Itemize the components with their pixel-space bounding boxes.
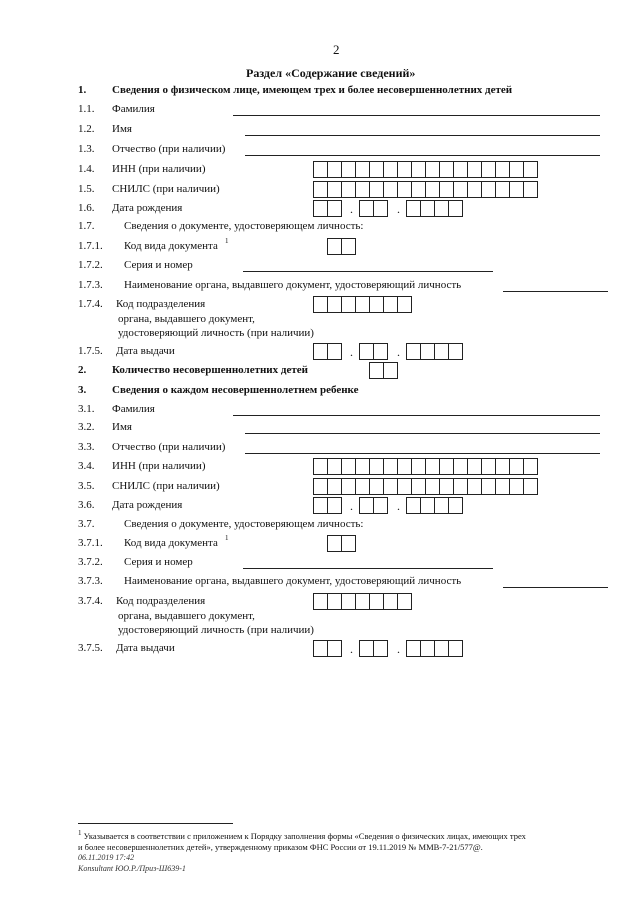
date-month-cells[interactable] (359, 200, 388, 217)
digit-cell[interactable] (328, 479, 342, 494)
digit-cell[interactable] (440, 479, 454, 494)
row-number: 3.1. (78, 403, 95, 415)
digit-cell[interactable] (482, 162, 496, 177)
digit-cell[interactable] (482, 459, 496, 474)
date-day-cells[interactable] (313, 640, 342, 657)
row-label: Отчество (при наличии) (112, 143, 226, 155)
row-label: Наименование органа, выдавшего документ, удостоверяющий личность (124, 575, 462, 587)
form-row (0, 103, 640, 121)
row-number: 1.2. (78, 123, 95, 135)
digit-cell[interactable] (426, 459, 440, 474)
digit-cell[interactable] (342, 479, 356, 494)
digit-cell[interactable] (407, 201, 421, 216)
digit-cell[interactable] (356, 162, 370, 177)
digit-cell[interactable] (449, 201, 462, 216)
subdivision-extra-1: органа, выдавшего документ, (118, 313, 255, 325)
digit-cell[interactable] (360, 201, 374, 216)
date-separator: . (350, 345, 353, 359)
row-number: 3.7.5. (78, 642, 103, 654)
row-label: Сведения о документе, удостоверяющем личность: (124, 220, 364, 232)
footnote-ref: 1 (225, 237, 229, 245)
digit-cell[interactable] (435, 344, 449, 359)
row-number: 1.3. (78, 143, 95, 155)
digit-cell[interactable] (384, 363, 397, 378)
row-label: Сведения о каждом несовершеннолетнем ребенке (112, 384, 359, 396)
date-separator: . (397, 499, 400, 513)
form-row (0, 518, 640, 536)
digit-cell[interactable] (440, 459, 454, 474)
digit-cell[interactable] (407, 498, 421, 513)
row-label: Фамилия (112, 103, 155, 115)
digit-cell[interactable] (510, 182, 524, 197)
digit-cell[interactable] (360, 498, 374, 513)
row-number: 3.7.4. (78, 595, 103, 607)
digit-cell[interactable] (356, 297, 370, 312)
footnote-divider (78, 823, 233, 824)
digit-cell[interactable] (435, 498, 449, 513)
digit-cell[interactable] (407, 344, 421, 359)
form-row (0, 237, 640, 258)
text-entry-line[interactable] (233, 115, 600, 116)
date-day-cells[interactable] (313, 200, 342, 217)
digit-cell[interactable] (342, 297, 356, 312)
cell-group[interactable] (313, 161, 538, 178)
text-entry-line[interactable] (245, 453, 600, 454)
row-label: Код подразделения (116, 298, 206, 310)
digit-cell[interactable] (370, 479, 384, 494)
digit-cell[interactable] (374, 201, 387, 216)
digit-cell[interactable] (496, 479, 510, 494)
digit-cell[interactable] (426, 182, 440, 197)
digit-cell[interactable] (356, 479, 370, 494)
text-entry-line[interactable] (243, 568, 493, 569)
digit-cell[interactable] (370, 594, 384, 609)
digit-cell[interactable] (524, 162, 537, 177)
digit-cell[interactable] (496, 182, 510, 197)
row-label: Серия и номер (124, 259, 193, 271)
digit-cell[interactable] (328, 641, 341, 656)
digit-cell[interactable] (454, 459, 468, 474)
digit-cell[interactable] (342, 459, 356, 474)
digit-cell[interactable] (370, 459, 384, 474)
digit-cell[interactable] (356, 459, 370, 474)
digit-cell[interactable] (328, 201, 341, 216)
row-number: 3.2. (78, 421, 95, 433)
digit-cell[interactable] (398, 459, 412, 474)
form-row (0, 279, 640, 297)
row-number: 1.7.4. (78, 298, 103, 310)
digit-cell[interactable] (412, 479, 426, 494)
row-label: Код вида документа (124, 537, 218, 549)
digit-cell[interactable] (314, 498, 328, 513)
footnote (78, 828, 618, 853)
cell-group[interactable] (313, 593, 412, 610)
cell-group[interactable] (327, 238, 356, 255)
row-number: 2. (78, 364, 87, 376)
digit-cell[interactable] (314, 297, 328, 312)
digit-cell[interactable] (328, 498, 341, 513)
row-number: 1. (78, 84, 87, 96)
row-label: Наименование органа, выдавшего документ, удостоверяющий личность (124, 279, 462, 291)
digit-cell[interactable] (342, 162, 356, 177)
cell-group[interactable] (313, 458, 538, 475)
page-number: 2 (333, 42, 340, 57)
footnote-mark: 1 (78, 829, 82, 837)
digit-cell[interactable] (398, 162, 412, 177)
form-row (0, 403, 640, 421)
digit-cell[interactable] (524, 459, 537, 474)
subdivision-extra-2: удостоверяющий личность (при наличии) (118, 327, 314, 339)
digit-cell[interactable] (384, 162, 398, 177)
digit-cell[interactable] (360, 344, 374, 359)
digit-cell[interactable] (510, 162, 524, 177)
digit-cell[interactable] (449, 344, 462, 359)
date-month-cells[interactable] (359, 497, 388, 514)
digit-cell[interactable] (449, 498, 462, 513)
digit-cell[interactable] (314, 344, 328, 359)
row-label: Дата выдачи (116, 642, 175, 654)
stamp-doc: Konsultant ЮО.Р./Приз-Ш639-1 (78, 864, 186, 873)
digit-cell[interactable] (496, 459, 510, 474)
text-entry-line[interactable] (245, 433, 600, 434)
date-separator: . (350, 202, 353, 216)
row-label: Фамилия (112, 403, 155, 415)
row-label: Дата выдачи (116, 345, 175, 357)
digit-cell[interactable] (356, 182, 370, 197)
row-label: Серия и номер (124, 556, 193, 568)
text-entry-line[interactable] (245, 155, 600, 156)
digit-cell[interactable] (384, 459, 398, 474)
digit-cell[interactable] (342, 239, 355, 254)
digit-cell[interactable] (454, 182, 468, 197)
row-number: 3.7.2. (78, 556, 103, 568)
digit-cell[interactable] (524, 182, 537, 197)
form-row (0, 421, 640, 439)
cell-group[interactable] (313, 296, 412, 313)
date-day-cells[interactable] (313, 343, 342, 360)
date-separator: . (397, 642, 400, 656)
cell-group[interactable] (369, 362, 398, 379)
digit-cell[interactable] (482, 479, 496, 494)
digit-cell[interactable] (314, 201, 328, 216)
digit-cell[interactable] (421, 344, 435, 359)
row-number: 1.1. (78, 103, 95, 115)
digit-cell[interactable] (454, 162, 468, 177)
form-row (0, 143, 640, 161)
row-label: Сведения о документе, удостоверяющем личность: (124, 518, 364, 530)
row-label: ИНН (при наличии) (112, 163, 206, 175)
form-row (0, 575, 640, 593)
row-number: 3.3. (78, 441, 95, 453)
row-label: Сведения о физическом лице, имеющем трех и более несовершеннолетних детей (112, 84, 513, 96)
digit-cell[interactable] (314, 162, 328, 177)
digit-cell[interactable] (342, 536, 355, 551)
digit-cell[interactable] (328, 459, 342, 474)
digit-cell[interactable] (440, 162, 454, 177)
date-separator: . (350, 642, 353, 656)
form-row (0, 384, 640, 402)
digit-cell[interactable] (328, 162, 342, 177)
digit-cell[interactable] (426, 162, 440, 177)
row-number: 3.4. (78, 460, 95, 472)
stamp-date: 06.11.2019 17:42 (78, 853, 135, 862)
digit-cell[interactable] (435, 201, 449, 216)
row-number: 3.6. (78, 499, 95, 511)
digit-cell[interactable] (328, 239, 342, 254)
digit-cell[interactable] (370, 363, 384, 378)
digit-cell[interactable] (314, 182, 328, 197)
digit-cell[interactable] (384, 594, 398, 609)
row-number: 1.7.1. (78, 240, 103, 252)
row-label: Имя (112, 421, 132, 433)
row-label: Код вида документа (124, 240, 218, 252)
digit-cell[interactable] (314, 459, 328, 474)
digit-cell[interactable] (342, 182, 356, 197)
digit-cell[interactable] (384, 479, 398, 494)
form-row (0, 534, 640, 555)
text-entry-line[interactable] (503, 587, 608, 588)
digit-cell[interactable] (412, 182, 426, 197)
digit-cell[interactable] (421, 201, 435, 216)
subdivision-extra-1: органа, выдавшего документ, (118, 610, 255, 622)
digit-cell[interactable] (398, 479, 412, 494)
row-number: 1.6. (78, 202, 95, 214)
digit-cell[interactable] (435, 641, 449, 656)
date-separator: . (350, 499, 353, 513)
row-number: 1.7.2. (78, 259, 103, 271)
cell-group[interactable] (313, 478, 538, 495)
date-year-cells[interactable] (406, 200, 463, 217)
row-label: Код подразделения (116, 595, 206, 607)
date-year-cells[interactable] (406, 343, 463, 360)
digit-cell[interactable] (426, 479, 440, 494)
form-row (0, 220, 640, 238)
text-entry-line[interactable] (245, 135, 600, 136)
digit-cell[interactable] (398, 182, 412, 197)
digit-cell[interactable] (468, 162, 482, 177)
digit-cell[interactable] (449, 641, 462, 656)
date-month-cells[interactable] (359, 343, 388, 360)
digit-cell[interactable] (412, 162, 426, 177)
cell-group[interactable] (313, 181, 538, 198)
row-number: 1.7.5. (78, 345, 103, 357)
digit-cell[interactable] (510, 459, 524, 474)
digit-cell[interactable] (356, 594, 370, 609)
digit-cell[interactable] (374, 641, 387, 656)
digit-cell[interactable] (328, 182, 342, 197)
digit-cell[interactable] (374, 344, 387, 359)
row-number: 1.7.3. (78, 279, 103, 291)
digit-cell[interactable] (407, 641, 421, 656)
row-number: 3.5. (78, 480, 95, 492)
date-year-cells[interactable] (406, 497, 463, 514)
digit-cell[interactable] (440, 182, 454, 197)
digit-cell[interactable] (384, 182, 398, 197)
row-label: ИНН (при наличии) (112, 460, 206, 472)
digit-cell[interactable] (398, 594, 411, 609)
row-label: СНИЛС (при наличии) (112, 183, 220, 195)
date-separator: . (397, 345, 400, 359)
digit-cell[interactable] (468, 479, 482, 494)
row-label: Имя (112, 123, 132, 135)
text-entry-line[interactable] (233, 415, 600, 416)
subdivision-extra-2: удостоверяющий личность (при наличии) (118, 624, 314, 636)
date-month-cells[interactable] (359, 640, 388, 657)
footnote-line-1: Указывается в соответствии с приложением к Порядку заполнения формы «Сведения о физических лицах, имеющих трех (83, 830, 526, 841)
row-label: Дата рождения (112, 499, 183, 511)
digit-cell[interactable] (496, 162, 510, 177)
digit-cell[interactable] (370, 297, 384, 312)
digit-cell[interactable] (342, 594, 356, 609)
digit-cell[interactable] (370, 162, 384, 177)
row-label: Дата рождения (112, 202, 183, 214)
text-entry-line[interactable] (243, 271, 493, 272)
digit-cell[interactable] (412, 459, 426, 474)
text-entry-line[interactable] (503, 291, 608, 292)
digit-cell[interactable] (328, 594, 342, 609)
row-number: 3.7.3. (78, 575, 103, 587)
digit-cell[interactable] (482, 182, 496, 197)
row-label: Количество несовершеннолетних детей (112, 364, 308, 376)
digit-cell[interactable] (421, 641, 435, 656)
digit-cell[interactable] (314, 594, 328, 609)
cell-group[interactable] (327, 535, 356, 552)
digit-cell[interactable] (328, 297, 342, 312)
form-row (0, 259, 640, 277)
form-row (0, 84, 640, 102)
row-number: 1.7. (78, 220, 95, 232)
digit-cell[interactable] (370, 182, 384, 197)
row-number: 3. (78, 384, 87, 396)
date-separator: . (397, 202, 400, 216)
footnote-ref: 1 (225, 534, 229, 542)
row-number: 3.7. (78, 518, 95, 530)
form-row (0, 556, 640, 574)
form-row (0, 364, 640, 382)
section-title: Раздел «Содержание сведений» (246, 66, 416, 80)
digit-cell[interactable] (468, 459, 482, 474)
date-day-cells[interactable] (313, 497, 342, 514)
row-number: 3.7.1. (78, 537, 103, 549)
digit-cell[interactable] (468, 182, 482, 197)
digit-cell[interactable] (360, 641, 374, 656)
footnote-line-2: и более несовершеннолетних детей», утвержденному приказом ФНС России от 19.11.2019 № ММВ-7-21/577@. (78, 841, 483, 852)
digit-cell[interactable] (421, 498, 435, 513)
row-label: СНИЛС (при наличии) (112, 480, 220, 492)
digit-cell[interactable] (398, 297, 411, 312)
digit-cell[interactable] (374, 498, 387, 513)
digit-cell[interactable] (328, 536, 342, 551)
row-number: 1.4. (78, 163, 95, 175)
digit-cell[interactable] (510, 479, 524, 494)
digit-cell[interactable] (314, 479, 328, 494)
digit-cell[interactable] (314, 641, 328, 656)
digit-cell[interactable] (384, 297, 398, 312)
digit-cell[interactable] (524, 479, 537, 494)
digit-cell[interactable] (454, 479, 468, 494)
row-number: 1.5. (78, 183, 95, 195)
digit-cell[interactable] (328, 344, 341, 359)
form-row (0, 441, 640, 459)
form-row (0, 123, 640, 141)
row-label: Отчество (при наличии) (112, 441, 226, 453)
date-year-cells[interactable] (406, 640, 463, 657)
